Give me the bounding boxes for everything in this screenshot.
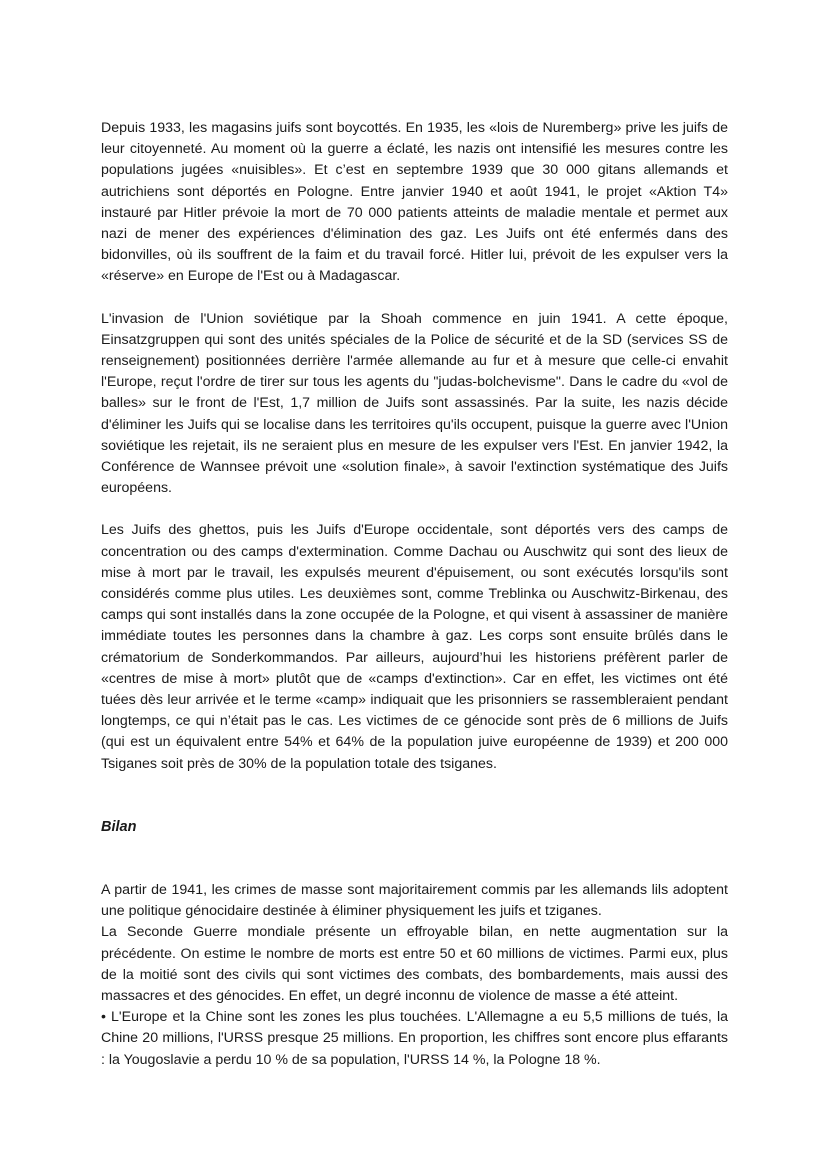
paragraph-bilan-intro: A partir de 1941, les crimes de masse sont majoritairement commis par les allemands lils adoptent une politique génocidaire destinée à éliminer physiquement les juifs et tziganes. [101, 881, 728, 920]
paragraph-bilan-bullet: • L'Europe et la Chine sont les zones les plus touchées. L'Allemagne a eu 5,5 millions de tués, la Chine 20 millions, l'URSS presque 25 millions. En proportion, les chiffres sont encore plus effarants : la Yougoslavie a perdu 10 % de sa population, l'URSS 14 %, la Pologne 18 %. [101, 1009, 728, 1068]
paragraph-camps: Les Juifs des ghettos, puis les Juifs d'Europe occidentale, sont déportés vers des camps de concentration ou des camps d'extermination. Comme Dachau ou Auschwitz qui sont des lieux de mise à mort par le travail, les expulsés meurent d'épuisement, ou sont exécutés lorsqu'ils sont considérés comme plus utiles. Les deuxièmes sont, comme Treblinka ou Auschwitz-Birkenau, des camps qui sont installés dans la zone occupée de la Pologne, et qui visent à assassiner de manière immédiate toutes les personnes dans la chambre à gaz. Les corps sont ensuite brûlés dans le crématorium de Sonderkommandos. Par ailleurs, aujourd’hui les historiens préfèrent parler de «centres de mise à mort» plutôt que de «camps d'extinction». Car en effet, les victimes ont été tuées dès leur arrivée et le terme «camp» indiquait que les prisonniers se rassembleraient pendant longtemps, ce qui n’était pas le cas. Les victimes de ce génocide sont près de 6 millions de Juifs (qui est un équivalent entre 54% et 64% de la population juive européenne de 1939) et 200 000 Tsiganes soit près de 30% de la population totale des tsiganes. [101, 522, 728, 772]
paragraph-persecution: Depuis 1933, les magasins juifs sont boycottés. En 1935, les «lois de Nuremberg» prive les juifs de leur citoyenneté. Au moment où la guerre a éclaté, les nazis ont intensifié les mesures contre les populations jugées «nuisibles». Et c’est en septembre 1939 que 30 000 gitans allemands et autrichiens sont déportés en Pologne. Entre janvier 1940 et août 1941, le projet «Aktion T4» instauré par Hitler prévoie la mort de 70 000 patients atteints de maladie mentale et permet aux nazi de mener des expériences d'élimination des gaz. Les Juifs ont été enfermés dans des bidonvilles, où ils souffrent de la faim et du travail forcé. Hitler lui, prévoit de les expulser vers la «réserve» en Europe de l'Est ou à Madagascar. [101, 120, 728, 285]
document-page [101, 118, 728, 1071]
section-spacer [101, 775, 728, 817]
section-spacer [101, 838, 728, 880]
section-heading-bilan: Bilan [101, 818, 137, 835]
paragraph-spacer [101, 499, 728, 520]
paragraph-spacer [101, 288, 728, 309]
paragraph-bilan-summary: La Seconde Guerre mondiale présente un effroyable bilan, en nette augmentation sur la précédente. On estime le nombre de morts est entre 50 et 60 millions de victimes. Parmi eux, plus de la moitié sont des civils qui sont victimes des combats, des bombardements, mais aussi des massacres et des génocides. En effet, un degré inconnu de violence de masse a été atteint. [101, 924, 728, 1004]
paragraph-invasion: L'invasion de l'Union soviétique par la Shoah commence en juin 1941. A cette époque, Einsatzgruppen qui sont des unités spéciales de la Police de sécurité et de la SD (services SS de renseignement) positionnées derrière l'armée allemande au fur et à mesure que celle-ci envahit l'Europe, reçut l'ordre de tirer sur tous les agents du "judas-bolchevisme". Dans le cadre du «vol de balles» sur le front de l'Est, 1,7 million de Juifs sont assassinés. Par la suite, les nazis décide d'éliminer les Juifs qui se localise dans les territoires qu'ils occupent, puisque la guerre avec l'Union soviétique les rejetait, ils ne seraient plus en mesure de les expulser vers l'Est. En janvier 1942, la Conférence de Wannsee prévoit une «solution finale», à savoir l'extinction systématique des Juifs européens. [101, 310, 728, 497]
